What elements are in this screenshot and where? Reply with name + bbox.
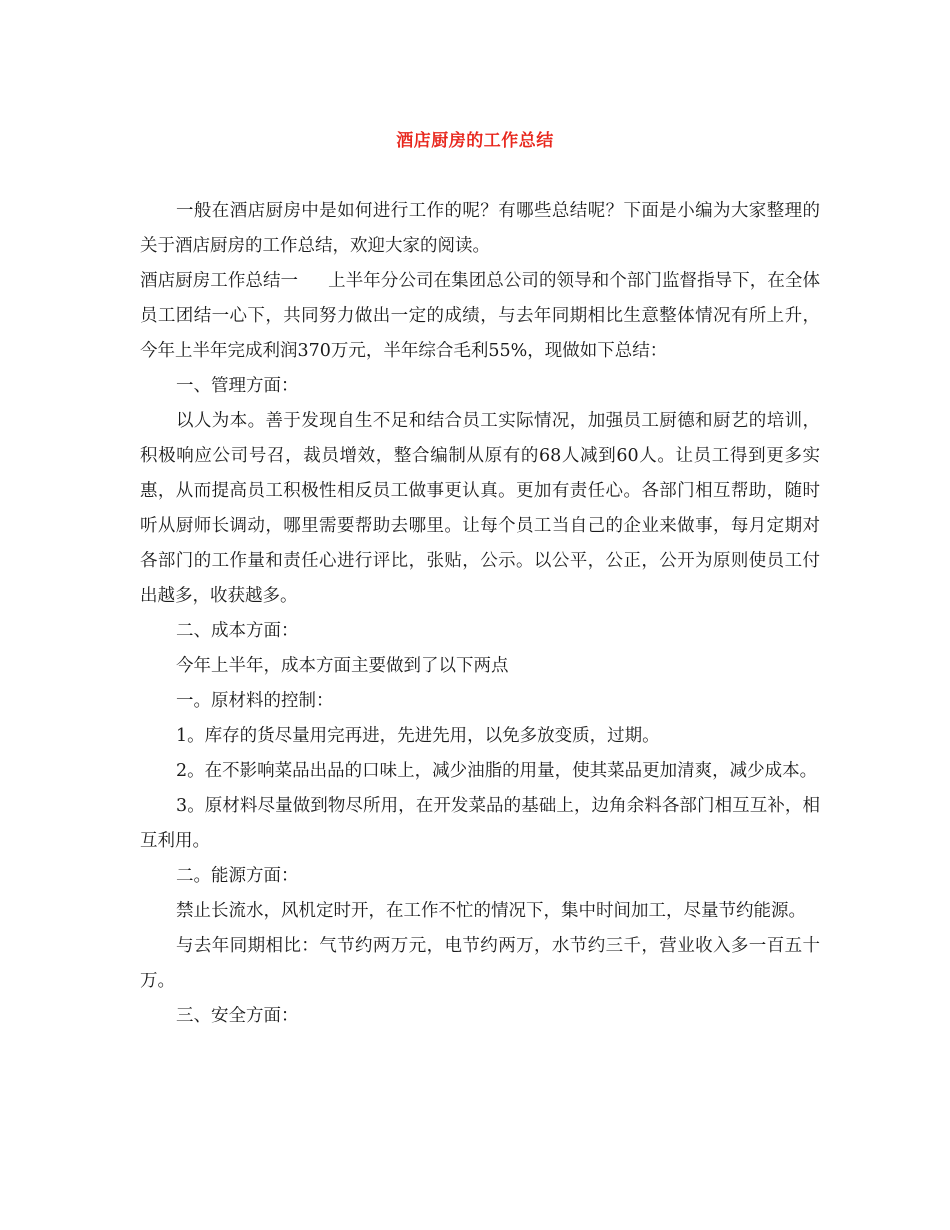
- heading-safety: 三、安全方面：: [176, 1006, 299, 1026]
- heading-management: 一、管理方面：: [176, 376, 299, 396]
- subheading-energy: 二。能源方面：: [176, 866, 299, 886]
- subheading-raw-materials: 一。原材料的控制：: [176, 691, 334, 711]
- heading-cost: 二、成本方面：: [176, 621, 299, 641]
- document-body: [140, 194, 820, 1034]
- raw-materials-item-2: 2。在不影响菜品出品的口味上，减少油脂的用量，使其菜品更加清爽，减少成本。: [176, 761, 818, 781]
- intro-paragraph: 一般在酒店厨房中是如何进行工作的呢？有哪些总结呢？下面是小编为大家整理的关于酒店厨房的工作总结，欢迎大家的阅读。: [140, 201, 820, 256]
- cost-intro-paragraph: 今年上半年，成本方面主要做到了以下两点: [176, 656, 509, 676]
- raw-materials-item-3: 3。原材料尽量做到物尽所用，在开发菜品的基础上，边角余料各部门相互互补，相互利用。: [140, 796, 820, 851]
- section-label: 酒店厨房工作总结一: [140, 271, 299, 291]
- section-text: 上半年分公司在集团总公司的领导和个部门监督指导下，在全体员工团结一心下，共同努力做出一定的成绩，与去年同期相比生意整体情况有所上升，今年上半年完成利润370万元，半年综合毛利55%，现做如下总结：: [140, 271, 820, 361]
- comparison-paragraph: 与去年同期相比：气节约两万元，电节约两万，水节约三千，营业收入多一百五十万。: [140, 936, 820, 991]
- energy-paragraph: 禁止长流水，风机定时开，在工作不忙的情况下，集中时间加工，尽量节约能源。: [176, 901, 806, 921]
- document-title: 酒店厨房的工作总结: [396, 131, 554, 151]
- summary-one-paragraph: [140, 264, 820, 369]
- raw-materials-item-1: 1。库存的货尽量用完再进，先进先用，以免多放变质，过期。: [176, 726, 660, 746]
- management-paragraph: 以人为本。善于发现自生不足和结合员工实际情况，加强员工厨德和厨艺的培训，积极响应公司号召，裁员增效，整合编制从原有的68人减到60人。让员工得到更多实惠，从而提高员工积极性相反员工做事更认真。更加有责任心。各部门相互帮助，随时听从厨师长调动，哪里需要帮助去哪里。让每个员工当自己的企业来做事，每月定期对各部门的工作量和责任心进行评比，张贴，公示。以公平，公正，公开为原则使员工付出越多，收获越多。: [140, 411, 820, 606]
